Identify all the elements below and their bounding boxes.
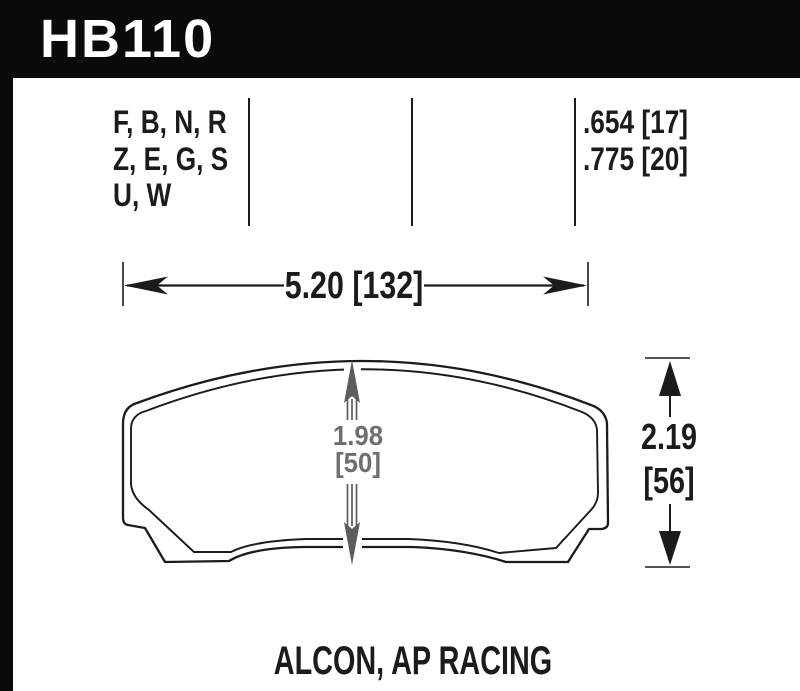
compound-row: U, W: [113, 177, 172, 213]
spec-table-dividers: [249, 98, 575, 226]
compound-row: Z, E, G, S: [113, 140, 229, 177]
compound-letters: [113, 104, 228, 214]
height-inches-label: 2.19: [640, 416, 698, 457]
height-dimension-label: [589, 415, 749, 503]
center-thickness-label: [266, 422, 450, 476]
compound-row: F, B, N, R: [113, 104, 227, 140]
part-number-label: HB110: [40, 9, 216, 69]
thickness-row: .654 [17]: [583, 104, 689, 140]
pad-thickness-values: [583, 104, 688, 177]
thickness-row: .775 [20]: [583, 140, 689, 177]
height-mm-label: [56]: [643, 460, 695, 501]
applications-label: ALCON, AP RACING: [273, 639, 553, 683]
width-dimension-label: 5.20 [132]: [284, 265, 424, 307]
center-thickness-inches-label: 1.98: [332, 420, 384, 451]
center-thickness-mm-label: [50]: [335, 447, 381, 478]
